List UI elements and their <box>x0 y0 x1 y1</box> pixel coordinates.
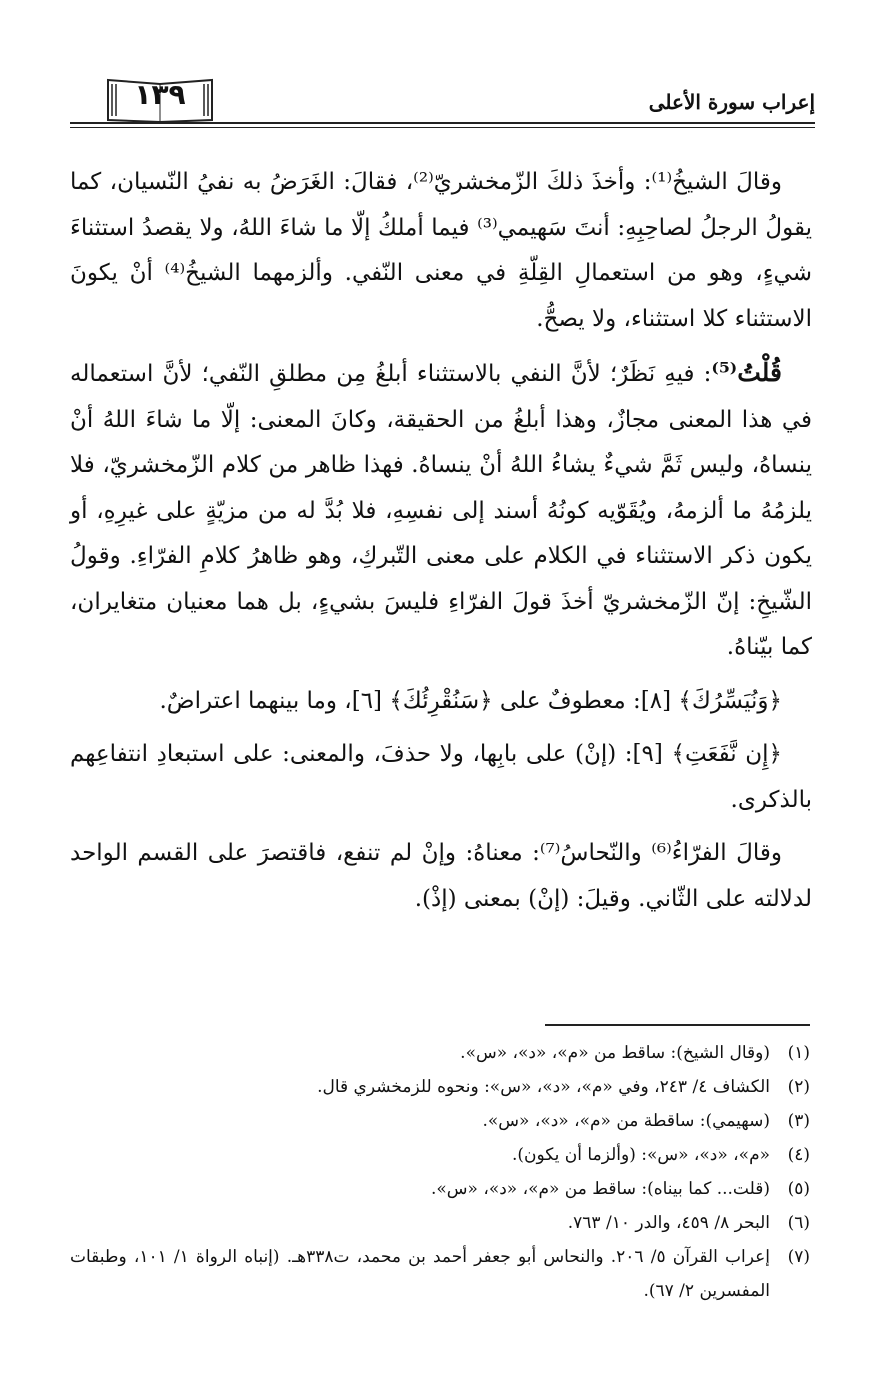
header-rule-thick <box>70 122 815 124</box>
footnote-number: (٥) <box>787 1179 810 1199</box>
footnote-text: إعراب القرآن ٥/ ٢٠٦. والنحاس أبو جعفر أحمد بن محمد، ت٣٣٨هـ. (إنباه الرواة ١/ ١٠١، وطبقات المفسرين ٢/ ٦٧). <box>70 1247 770 1301</box>
paragraph-text: ﴿إِن نَّفَعَتِ﴾ [٩]: (إنْ) على بابِها، ولا حذفَ، والمعنى: على استبعادِ انتفاعِهم بالذكرى. <box>70 741 812 813</box>
footnote-separator <box>545 1024 810 1026</box>
footnote-text: البحر ٨/ ٤٥٩، والدر ١٠/ ٧٦٣. <box>567 1213 770 1233</box>
footnote-number: (٣) <box>787 1111 810 1131</box>
footnote-number: (٧) <box>787 1247 810 1267</box>
footnote <box>70 1172 810 1206</box>
page-number: ١٣٩ <box>134 78 186 111</box>
footnote-number: (٤) <box>787 1145 810 1165</box>
footnote <box>70 1138 810 1172</box>
footnote <box>70 1206 810 1240</box>
running-title: إعراب سورة الأعلى <box>648 90 815 114</box>
footnote-number: (١) <box>787 1043 810 1063</box>
footnote <box>70 1104 810 1138</box>
footnote-text: (وقال الشيخ): ساقط من «م»، «د»، «س». <box>460 1043 770 1063</box>
footnote-number: (٢) <box>787 1077 810 1097</box>
page-header <box>70 70 815 130</box>
footnotes <box>70 1036 810 1308</box>
paragraph-text: ﴿وَنُيَسِّرُكَ﴾ [٨]: معطوفٌ على ﴿سَنُقْرِئُكَ﴾ [٦]، وما بينهما اعتراضٌ. <box>159 687 782 714</box>
footnote-number: (٦) <box>787 1213 810 1233</box>
footnote-text: (سهيمي): ساقطة من «م»، «د»، «س». <box>482 1111 770 1131</box>
paragraph-text: وقالَ الفرّاءُ⁽⁶⁾ والنّحاسُ⁽⁷⁾: معناهُ: وإنْ لم تنفع، فاقتصرَ على القسم الواحد لدلالته على الثّاني. وقيلَ: (إنْ) بمعنى (إذْ). <box>70 840 812 912</box>
paragraph <box>70 679 812 725</box>
footnote-text: (قلت... كما بيناه): ساقط من «م»، «د»، «س». <box>430 1179 770 1199</box>
footnote-text: «م»، «د»، «س»: (وألزما أن يكون). <box>511 1145 770 1165</box>
paragraph <box>70 831 812 922</box>
footnote-text: الكشاف ٤/ ٢٤٣، وفي «م»، «د»، «س»: ونحوه للزمخشري قال. <box>317 1077 770 1097</box>
paragraph <box>70 732 812 823</box>
page-number-badge <box>100 72 220 124</box>
header-rule-thin <box>70 127 815 128</box>
main-text <box>70 160 812 922</box>
paragraph <box>70 160 812 342</box>
footnote <box>70 1036 810 1070</box>
paragraph-text: : فيهِ نَظَرٌ؛ لأنَّ النفي بالاستثناء أبلغُ مِن مطلقِ النّفي؛ لأنَّ استعماله في هذا المعنى مجازٌ، وهذا أبلغُ من الحقيقة، وكانَ المعنى: إلّا ما شاءَ اللهُ أنْ ينساهُ، وليس ثَمَّ شيءٌ يشاءُ اللهُ أنْ ينساهُ. فهذا ظاهر من كلام الزّمخشريّ، فلا يلزمُهُ ما ألزمهُ، ويُقَوّيه كونُهُ أسند إلى نفسِهِ، فلا بُدَّ له من مزيّةٍ على غيرِهِ، أو يكون ذكر الاستثناء في الكلام على معنى التّبركِ، وهو ظاهرُ كلامِ الفرّاءِ. وقولُ الشّيخِ: إنّ الزّمخشريّ أخذَ قولَ الفرّاءِ فليسَ بشيءٍ، بل هما معنيان متغايران، كما بيّناهُ. <box>70 361 812 660</box>
paragraph-lead: قُلْتُ⁽⁵⁾ <box>711 358 782 387</box>
paragraph-text: وقالَ الشيخُ⁽¹⁾: وأخذَ ذلكَ الزّمخشريّ⁽²⁾، فقالَ: الغَرَضُ به نفيُ النّسيان، كما يقولُ الرجلُ لصاحِبِهِ: أنتَ سَهيمي⁽³⁾ فيما أملكُ إلّا ما شاءَ اللهُ، ولا يقصدُ استثناءَ شيءٍ، وهو من استعمالِ القِلّةِ في معنى النّفي. وألزمهما الشيخُ⁽⁴⁾ أنْ يكونَ الاستثناء كلا استثناء، ولا يصحُّ. <box>70 169 812 332</box>
footnote <box>70 1240 810 1308</box>
footnote <box>70 1070 810 1104</box>
paragraph <box>70 350 812 671</box>
